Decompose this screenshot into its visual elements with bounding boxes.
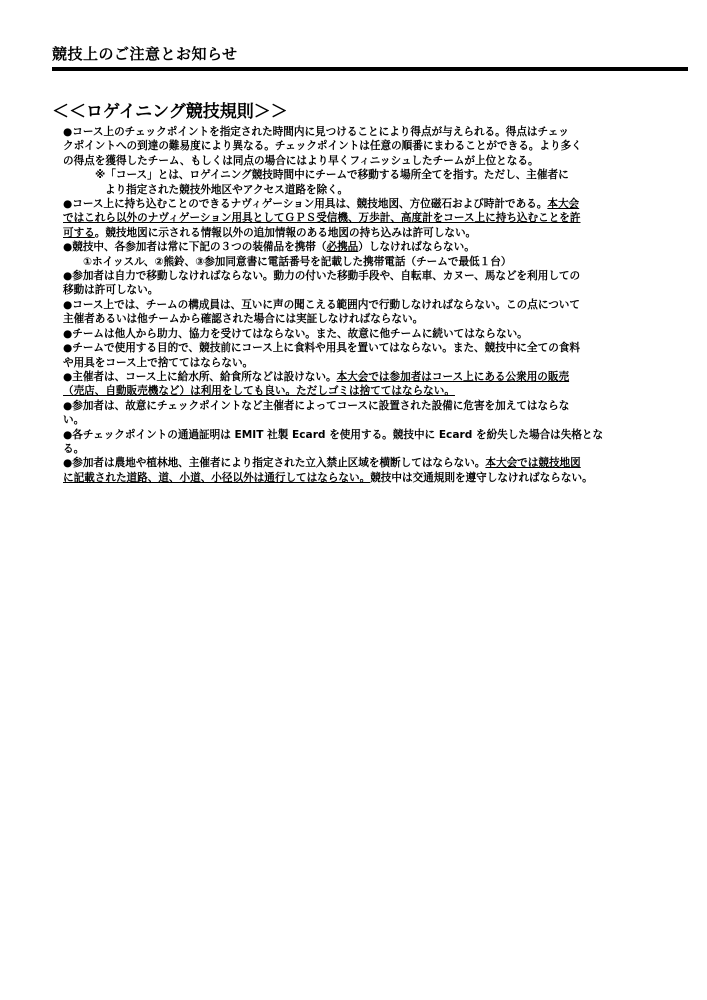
note-line: より指定された競技外地区やアクセス道路を除く。 <box>105 183 349 196</box>
rules-list <box>52 125 688 485</box>
rule-self-propelled <box>52 269 688 298</box>
note-line: ※「コース」とは、ロゲイニング競技時間中にチームで移動する場所全てを指す。ただし、主催者に <box>95 169 569 182</box>
rule-emphasis: 本大会では参加者はコース上にある公衆用の販売 <box>336 370 570 383</box>
rule-ecard <box>52 428 688 457</box>
rule-line: ●コース上のチェックポイントを指定された時間内に見つけることにより得点が与えられる。得点はチェッ <box>63 126 569 138</box>
rule-line: ●チームは他人から助力、協力を受けてはならない。また、故意に他チームに続いてはならない。 <box>63 327 528 340</box>
rule-line: ●チームで使用する目的で、競技前にコース上に食料や用具を置いてはならない。また、競技中に全ての食料 <box>63 342 580 355</box>
required-equipment-list <box>52 255 688 269</box>
rule-line: る。 <box>63 442 85 455</box>
rule-line: の得点を獲得したチーム、もしくは同点の場合にはより早くフィニッシュしたチームが上位となる。 <box>63 154 539 167</box>
rule-scoring <box>52 125 688 168</box>
rule-navigation-equipment <box>52 197 688 240</box>
rule-emphasis: 可する <box>63 226 95 239</box>
rule-text: ●参加者は農地や植林地、主催者により指定された立入禁止区域を横断してはならない。 <box>63 457 486 470</box>
header-divider <box>52 67 688 71</box>
rule-line: や用具をコース上で捨ててはならない。 <box>63 356 254 369</box>
rule-team-together <box>52 298 688 327</box>
rule-line: 移動は許可しない。 <box>63 284 159 297</box>
rule-text: ●主催者は、コース上に給水所、給食所などは設けない。 <box>63 370 337 383</box>
rule-emphasis: 本大会では競技地図 <box>485 457 581 470</box>
rule-text: 。競技地図に示される情報以外の追加情報のある地図の持ち込みは許可しない。 <box>94 226 477 239</box>
rule-line: クポイントへの到達の難易度により異なる。チェックポイントは任意の順番にまわることができる。より多く <box>63 140 582 153</box>
header-title: 競技上のご注意とお知らせ <box>52 45 238 63</box>
rule-water-stations <box>52 370 688 399</box>
rule-line: 主催者あるいは他チームから確認された場合には実証しなければならない。 <box>63 313 424 326</box>
rule-emphasis: ではこれら以外のナヴィゲーション用具としてＧＰＳ受信機、万歩計、高度計をコース上に持ち込むことを許 <box>63 212 581 225</box>
section-title: ＜＜ロゲイニング競技規則＞＞ <box>52 102 288 122</box>
rule-text: ●コース上に持ち込むことのできるナヴィゲーション用具は、競技地図、方位磁石および時計である。 <box>63 198 548 211</box>
rule-emphasis: に記載された道路、道、小道、小径以外は通行してはならない。 <box>63 471 371 484</box>
rule-no-caching <box>52 341 688 370</box>
rule-line: ●コース上では、チームの構成員は、互いに声の聞こえる範囲内で行動しなければならない。この点について <box>63 298 580 311</box>
rule-line: ●参加者は自力で移動しなければならない。動力の付いた移動手段や、自転車、カヌー、馬などを利用しての <box>63 270 581 283</box>
course-definition-note <box>52 168 688 182</box>
rules-section <box>52 101 688 485</box>
rule-line: ●参加者は、故意にチェックポイントなど主催者によってコースに設置された設備に危害を加えてはならな <box>63 399 570 412</box>
rule-no-damage <box>52 399 688 428</box>
rule-restricted-areas <box>52 456 688 485</box>
rule-emphasis: 必携品 <box>326 241 359 254</box>
rule-emphasis: 本大会 <box>547 198 580 211</box>
document-header <box>52 44 688 71</box>
rule-text: 競技中は交通規則を遵守しなければならない。 <box>370 471 593 484</box>
rule-line: い。 <box>63 414 85 427</box>
rule-line: ①ホイッスル、②熊鈴、③参加同意書に電話番号を記載した携帯電話（チームで最低１台） <box>83 255 512 268</box>
rule-line: ●各チェックポイントの通過証明は EMIT 社製 Ecard を使用する。競技中に Ecard を紛失した場合は失格とな <box>63 428 604 441</box>
rule-emphasis: （売店、自動販売機など）は利用をしても良い。ただしゴミは捨ててはならない。 <box>63 385 455 398</box>
rule-text: ）しなければならない。 <box>358 241 475 254</box>
rule-no-assistance <box>52 327 688 341</box>
course-definition-note-cont <box>52 183 688 197</box>
rule-required-equipment <box>52 240 688 254</box>
rule-text: ●競技中、各参加者は常に下記の３つの装備品を携帯（ <box>63 241 327 254</box>
